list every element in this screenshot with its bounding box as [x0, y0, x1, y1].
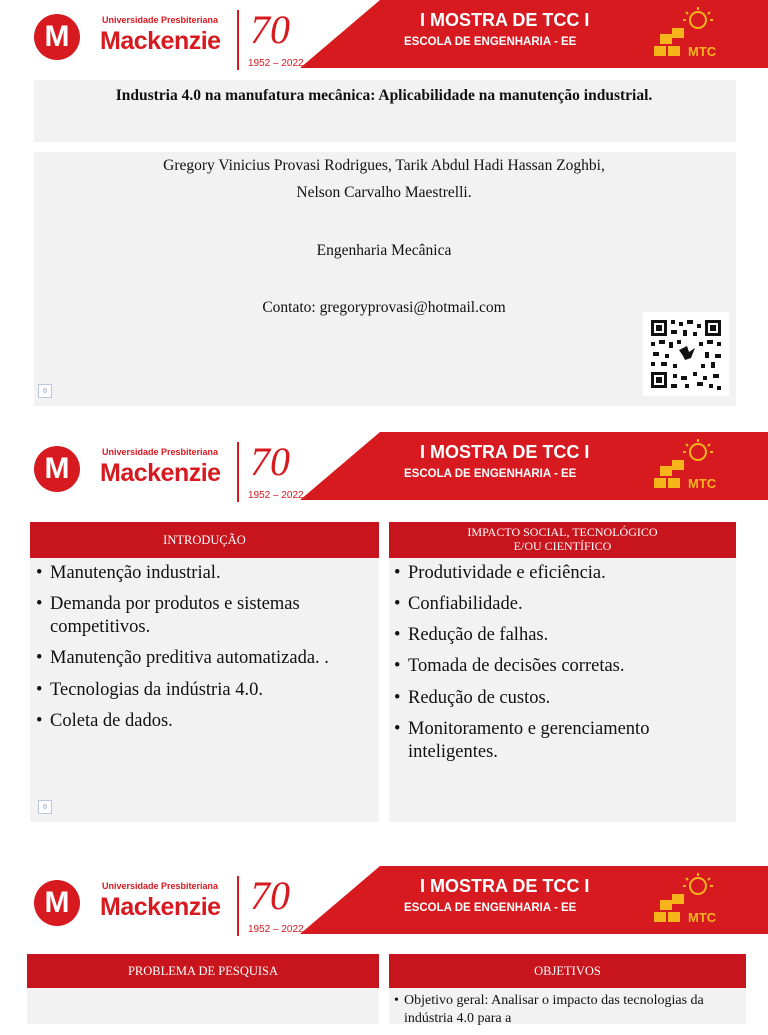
list-item: • Monitoramento e gerenciamento inteligentes. — [394, 718, 730, 764]
mtc-lightbulb-logo-icon — [652, 6, 722, 64]
event-title: I MOSTRA DE TCC I — [420, 442, 590, 462]
slide-header — [0, 866, 768, 938]
university-name: Mackenzie — [100, 27, 221, 55]
event-subtitle: ESCOLA DE ENGENHARIA - EE — [404, 902, 577, 914]
slide-3 — [0, 866, 768, 1024]
authors-line-2: Nelson Carvalho Maestrelli. — [296, 184, 472, 201]
list-item: • Demanda por produtos e sistemas competitivos. — [36, 593, 371, 639]
mini-placeholder-icon: 0 — [38, 384, 52, 398]
anniversary-years: 1952 – 2022 — [248, 58, 304, 69]
divider — [237, 876, 239, 936]
list-item: • Coleta de dados. — [36, 710, 371, 733]
event-subtitle: ESCOLA DE ENGENHARIA - EE — [404, 36, 577, 48]
anniversary-number: 70 — [250, 7, 290, 52]
objetivos-list — [394, 992, 714, 1035]
divider — [237, 442, 239, 502]
list-item: • Produtividade e eficiência. — [394, 562, 730, 585]
introducao-heading: INTRODUÇÃO — [30, 522, 379, 558]
university-name: Mackenzie — [100, 893, 221, 921]
anniversary-years: 1952 – 2022 — [248, 924, 304, 935]
authors-line-1: Gregory Vinicius Provasi Rodrigues, Tarik Abdul Hadi Hassan Zoghbi, — [163, 157, 605, 174]
mini-placeholder-icon: 0 — [38, 800, 52, 814]
slide-header — [0, 0, 768, 72]
university-line: Universidade Presbiteriana — [102, 15, 219, 25]
divider — [237, 10, 239, 70]
list-item: • Confiabilidade. — [394, 593, 730, 616]
course-name: Engenharia Mecânica — [316, 242, 452, 259]
mtc-lightbulb-logo-icon — [652, 438, 722, 496]
svg-text:MTC: MTC — [688, 476, 717, 491]
mackenzie-logo-icon: M — [34, 446, 80, 492]
event-subtitle: ESCOLA DE ENGENHARIA - EE — [404, 468, 577, 480]
slide-header — [0, 432, 768, 504]
svg-text:MTC: MTC — [688, 44, 717, 59]
svg-text:MTC: MTC — [688, 910, 717, 925]
list-item: • Manutenção preditiva automatizada. . — [36, 647, 371, 670]
list-item: • Redução de custos. — [394, 687, 730, 710]
list-item: • Objetivo geral: Analisar o impacto das tecnologias da indústria 4.0 para a — [394, 992, 714, 1027]
page-title: Industria 4.0 na manufatura mecânica: Aplicabilidade na manutenção industrial. — [115, 87, 653, 104]
list-item: • Tomada de decisões corretas. — [394, 655, 730, 678]
anniversary-number: 70 — [250, 439, 290, 484]
university-name: Mackenzie — [100, 459, 221, 487]
university-line: Universidade Presbiteriana — [102, 447, 219, 457]
problema-heading: PROBLEMA DE PESQUISA — [27, 954, 379, 988]
impacto-heading: IMPACTO SOCIAL, TECNOLÓGICO E/OU CIENTÍFICO — [389, 522, 736, 558]
anniversary-years: 1952 – 2022 — [248, 490, 304, 501]
slide-1 — [0, 0, 768, 410]
mackenzie-logo-icon: M — [34, 14, 80, 60]
event-title: I MOSTRA DE TCC I — [420, 10, 590, 30]
contact-email: Contato: gregoryprovasi@hotmail.com — [262, 299, 506, 316]
mackenzie-logo-icon: M — [34, 880, 80, 926]
introducao-list — [36, 562, 371, 741]
list-item: • Manutenção industrial. — [36, 562, 371, 585]
objetivos-heading: OBJETIVOS — [389, 954, 746, 988]
university-line: Universidade Presbiteriana — [102, 881, 219, 891]
qr-code-icon[interactable] — [643, 312, 729, 396]
event-title: I MOSTRA DE TCC I — [420, 876, 590, 896]
impacto-list — [394, 562, 730, 772]
mtc-lightbulb-logo-icon — [652, 872, 722, 930]
anniversary-number: 70 — [250, 873, 290, 918]
list-item: • Tecnologias da indústria 4.0. — [36, 679, 371, 702]
slide-2 — [0, 432, 768, 824]
list-item: • Redução de falhas. — [394, 624, 730, 647]
